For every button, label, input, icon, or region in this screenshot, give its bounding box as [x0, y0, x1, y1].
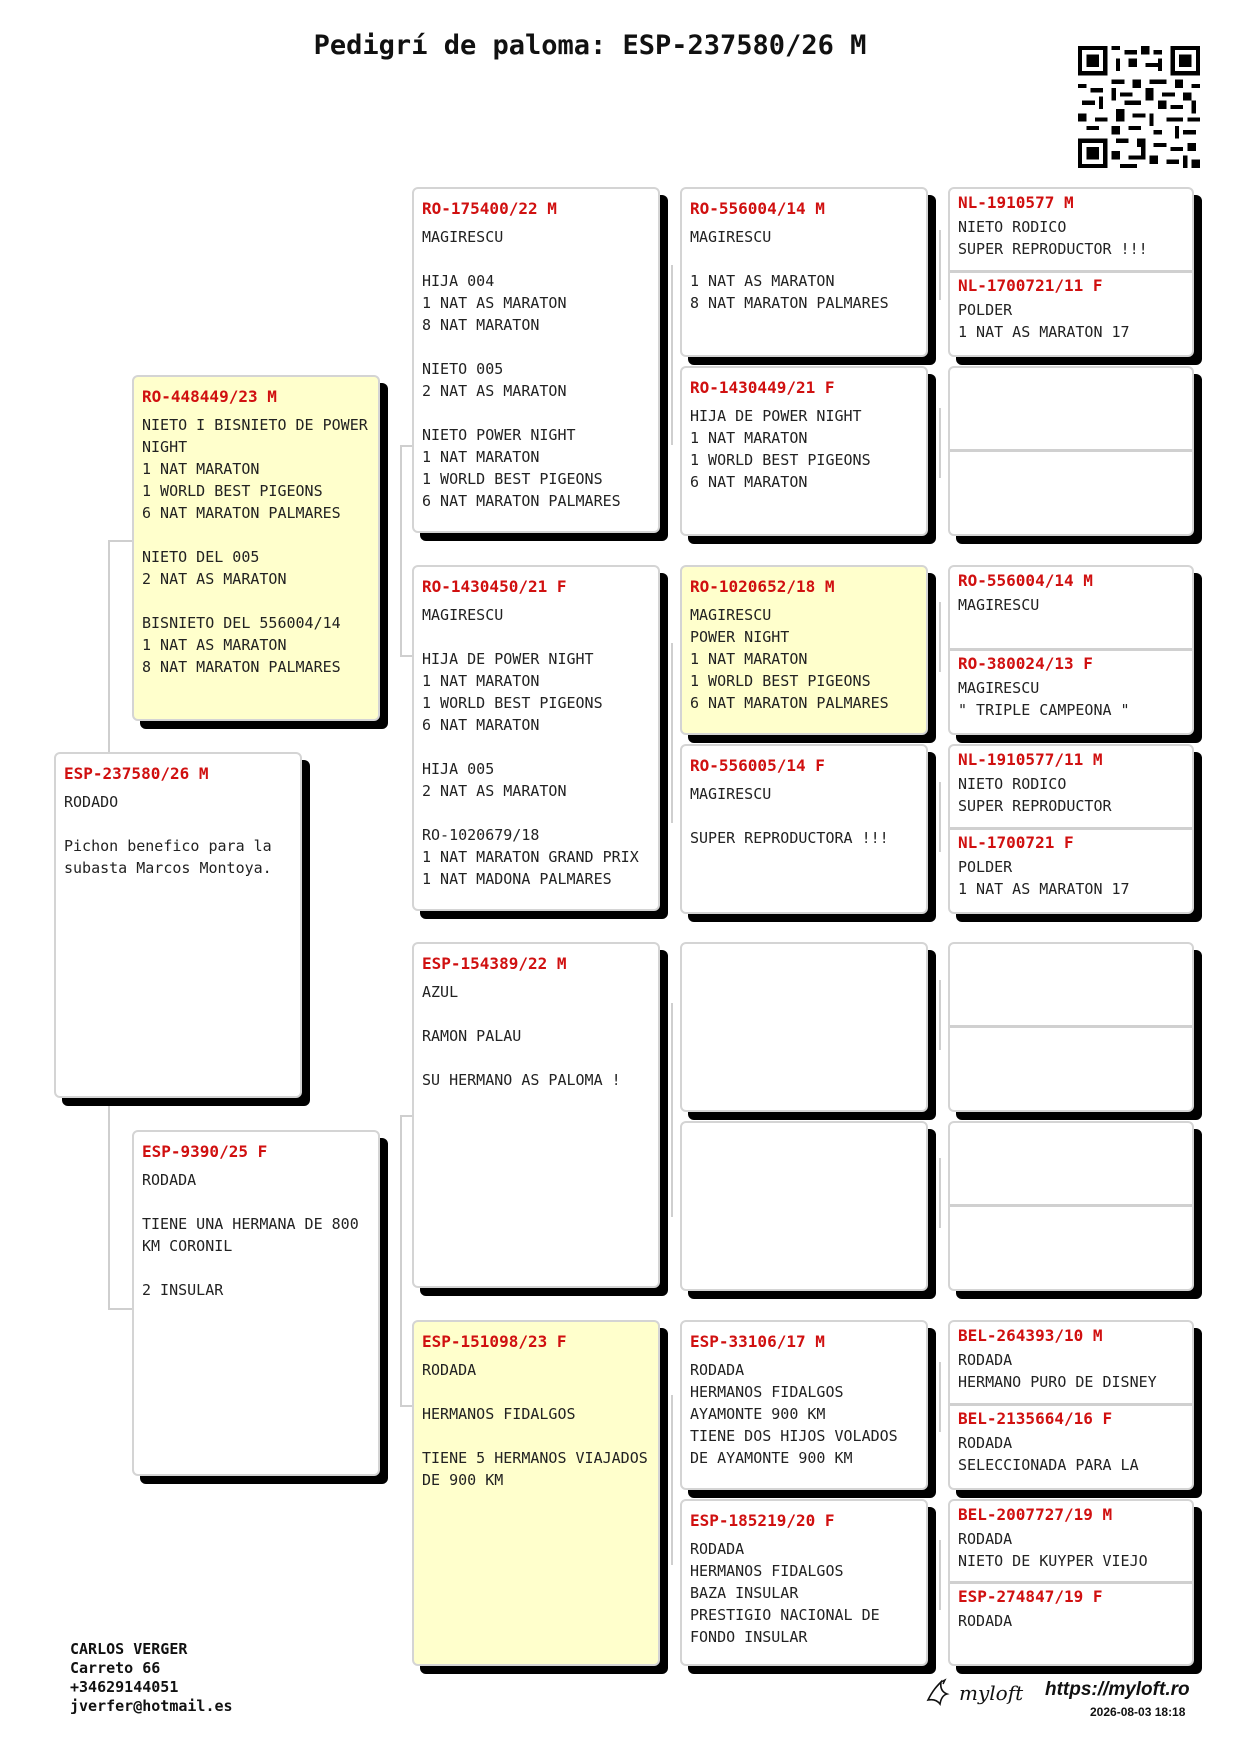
ring-number: RO-556004/14 M: [958, 571, 1093, 590]
pigeon-notes: RODADA SELECCIONADA PARA LA: [958, 1434, 1139, 1474]
gen4-entry: [950, 272, 1192, 355]
owner-contact: [70, 1640, 233, 1716]
connector-line: [939, 1158, 941, 1228]
connector-line: [400, 445, 412, 447]
connector-line: [939, 230, 941, 300]
pedigree-card-gen4-pair: [948, 366, 1194, 536]
ring-number: RO-1020652/18 M: [690, 577, 835, 596]
gen4-entry: [950, 1027, 1192, 1110]
brand-logo: [925, 1678, 1023, 1708]
gen4-entry: [950, 1123, 1192, 1207]
pedigree-card-gen4-pair: [948, 744, 1194, 914]
ring-number: RO-556005/14 F: [690, 756, 825, 775]
pedigree-card-gen4-pair: [948, 942, 1194, 1112]
pigeon-notes: NIETO RODICO SUPER REPRODUCTOR: [958, 775, 1112, 815]
connector-line: [939, 1362, 941, 1432]
ring-number: RO-556004/14 M: [690, 199, 825, 218]
pigeon-notes: RODADA HERMANOS FIDALGOS AYAMONTE 900 KM TIENE DOS HIJOS VOLADOS DE AYAMONTE 900 KM: [690, 1361, 898, 1467]
pigeon-notes: MAGIRESCU HIJA 004 1 NAT AS MARATON 8 NAT MARATON NIETO 005 2 NAT AS MARATON NIETO POWER NIGHT 1 NAT MARATON 1 WORLD BEST PIGEONS 6 NAT MARATON PALMARES: [422, 228, 621, 510]
connector-line: [939, 1540, 941, 1610]
pigeon-notes: MAGIRESCU SUPER REPRODUCTORA !!!: [690, 785, 889, 847]
pigeon-notes: AZUL RAMON PALAU SU HERMANO AS PALOMA !: [422, 983, 621, 1089]
connector-line: [400, 1115, 402, 1405]
pigeon-notes: MAGIRESCU POWER NIGHT 1 NAT MARATON 1 WORLD BEST PIGEONS 6 NAT MARATON PALMARES: [690, 606, 889, 712]
pedigree-card-gen4-pair: [948, 1499, 1194, 1666]
website-link[interactable]: https://myloft.ro: [1045, 1679, 1190, 1700]
pigeon-notes: RODADA HERMANOS FIDALGOS BAZA INSULAR PRESTIGIO NACIONAL DE FONDO INSULAR: [690, 1540, 880, 1646]
pigeon-notes: RODADA HERMANOS FIDALGOS TIENE 5 HERMANOS VIAJADOS DE 900 KM: [422, 1361, 648, 1489]
pedigree-card-great-grandparent: [680, 187, 928, 357]
pedigree-card-great-grandparent: [680, 744, 928, 914]
gen4-entry: [950, 944, 1192, 1028]
generated-timestamp: 2026-08-03 18:18: [1090, 1705, 1186, 1719]
connector-line: [939, 602, 941, 672]
gen4-entry: [950, 650, 1192, 733]
connector-line: [939, 782, 941, 852]
gen4-entry: [950, 451, 1192, 534]
connector-line: [400, 655, 412, 657]
page-title: Pedigrí de paloma: ESP-237580/26 M: [313, 30, 867, 61]
pedigree-card-dam: [132, 1130, 380, 1476]
connector-line: [939, 980, 941, 1050]
owner-phone: +34629144051: [70, 1678, 179, 1696]
connector-line: [108, 540, 132, 542]
ring-number: RO-1430450/21 F: [422, 577, 567, 596]
gen4-entry: [950, 567, 1192, 651]
gen4-entry: [950, 829, 1192, 912]
gen4-entry: [950, 368, 1192, 452]
connector-line: [400, 445, 402, 655]
ring-number: NL-1910577/11 M: [958, 750, 1103, 769]
pigeon-notes: MAGIRESCU HIJA DE POWER NIGHT 1 NAT MARATON 1 WORLD BEST PIGEONS 6 NAT MARATON HIJA 005 2 NAT AS MARATON RO-1020679/18 1 NAT MARATON GRAND PRIX 1 NAT MADONA PALMARES: [422, 606, 639, 888]
pigeon-notes: POLDER 1 NAT AS MARATON 17: [958, 858, 1130, 898]
gen4-entry: [950, 1583, 1192, 1664]
connector-line: [400, 1405, 412, 1407]
pigeon-notes: RODADA HERMANO PURO DE DISNEY: [958, 1351, 1157, 1391]
pedigree-card-great-grandparent: [680, 942, 928, 1112]
connector-line: [400, 1115, 412, 1117]
pedigree-card-great-grandparent: [680, 1320, 928, 1490]
ring-number: BEL-264393/10 M: [958, 1326, 1103, 1345]
ring-number: BEL-2135664/16 F: [958, 1409, 1113, 1428]
qr-code-icon: [1078, 46, 1200, 168]
pedigree-card-subject: [54, 752, 302, 1098]
pedigree-card-great-grandparent: [680, 366, 928, 536]
ring-number: RO-1430449/21 F: [690, 378, 835, 397]
bird-logo-icon: [925, 1678, 955, 1708]
gen4-entry: [950, 1322, 1192, 1406]
owner-name: CARLOS VERGER: [70, 1640, 188, 1658]
pedigree-card-great-grandparent: [680, 565, 928, 735]
ring-number: NL-1910577 M: [958, 193, 1074, 212]
connector-line: [671, 1395, 673, 1565]
pedigree-card-gen4-pair: [948, 565, 1194, 735]
pigeon-notes: MAGIRESCU 1 NAT AS MARATON 8 NAT MARATON PALMARES: [690, 228, 889, 312]
pigeon-notes: RODADA: [958, 1612, 1013, 1630]
owner-address: Carreto 66: [70, 1659, 161, 1677]
gen4-entry: [950, 746, 1192, 830]
pedigree-card-grandparent: [412, 187, 660, 533]
owner-email: jverfer@hotmail.es: [70, 1697, 233, 1715]
connector-line: [108, 1308, 132, 1310]
ring-number: NL-1700721 F: [958, 833, 1074, 852]
connector-line: [671, 1003, 673, 1217]
ring-number: ESP-185219/20 F: [690, 1511, 835, 1530]
pedigree-card-gen4-pair: [948, 187, 1194, 357]
pigeon-notes: HIJA DE POWER NIGHT 1 NAT MARATON 1 WORLD BEST PIGEONS 6 NAT MARATON: [690, 407, 871, 491]
ring-number: NL-1700721/11 F: [958, 276, 1103, 295]
pedigree-card-gen4-pair: [948, 1121, 1194, 1291]
gen4-entry: [950, 1405, 1192, 1488]
pedigree-card-grandparent: [412, 1320, 660, 1666]
pigeon-notes: RODADA NIETO DE KUYPER VIEJO: [958, 1530, 1148, 1570]
connector-line: [671, 265, 673, 445]
ring-number: ESP-33106/17 M: [690, 1332, 825, 1351]
pedigree-card-grandparent: [412, 942, 660, 1288]
pigeon-notes: NIETO I BISNIETO DE POWER NIGHT 1 NAT MARATON 1 WORLD BEST PIGEONS 6 NAT MARATON PALMARES NIETO DEL 005 2 NAT AS MARATON BISNIETO DEL 556004/14 1 NAT AS MARATON 8 NAT MARATON PALMARES: [142, 416, 368, 676]
pedigree-card-gen4-pair: [948, 1320, 1194, 1490]
ring-number: RO-448449/23 M: [142, 387, 277, 406]
ring-number: ESP-154389/22 M: [422, 954, 567, 973]
pedigree-card-great-grandparent: [680, 1121, 928, 1291]
ring-number: ESP-274847/19 F: [958, 1587, 1103, 1606]
ring-number: BEL-2007727/19 M: [958, 1505, 1113, 1524]
pedigree-card-great-grandparent: [680, 1499, 928, 1666]
pedigree-card-grandparent: [412, 565, 660, 911]
pigeon-notes: RODADO Pichon benefico para la subasta Marcos Montoya.: [64, 793, 272, 877]
pigeon-notes: MAGIRESCU: [958, 596, 1040, 614]
ring-number: RO-380024/13 F: [958, 654, 1093, 673]
ring-number: ESP-151098/23 F: [422, 1332, 567, 1351]
pigeon-notes: NIETO RODICO SUPER REPRODUCTOR !!!: [958, 218, 1148, 258]
pedigree-card-sire: [132, 375, 380, 721]
brand-name: myloft: [959, 1681, 1024, 1705]
connector-line: [671, 643, 673, 823]
ring-number: RO-175400/22 M: [422, 199, 557, 218]
gen4-entry: [950, 1206, 1192, 1289]
gen4-entry: [950, 189, 1192, 273]
ring-number: ESP-237580/26 M: [64, 764, 209, 783]
gen4-entry: [950, 1501, 1192, 1584]
pigeon-notes: MAGIRESCU " TRIPLE CAMPEONA ": [958, 679, 1130, 719]
ring-number: ESP-9390/25 F: [142, 1142, 268, 1161]
pigeon-notes: RODADA TIENE UNA HERMANA DE 800 KM CORONIL 2 INSULAR: [142, 1171, 359, 1299]
connector-line: [939, 408, 941, 478]
pigeon-notes: POLDER 1 NAT AS MARATON 17: [958, 301, 1130, 341]
